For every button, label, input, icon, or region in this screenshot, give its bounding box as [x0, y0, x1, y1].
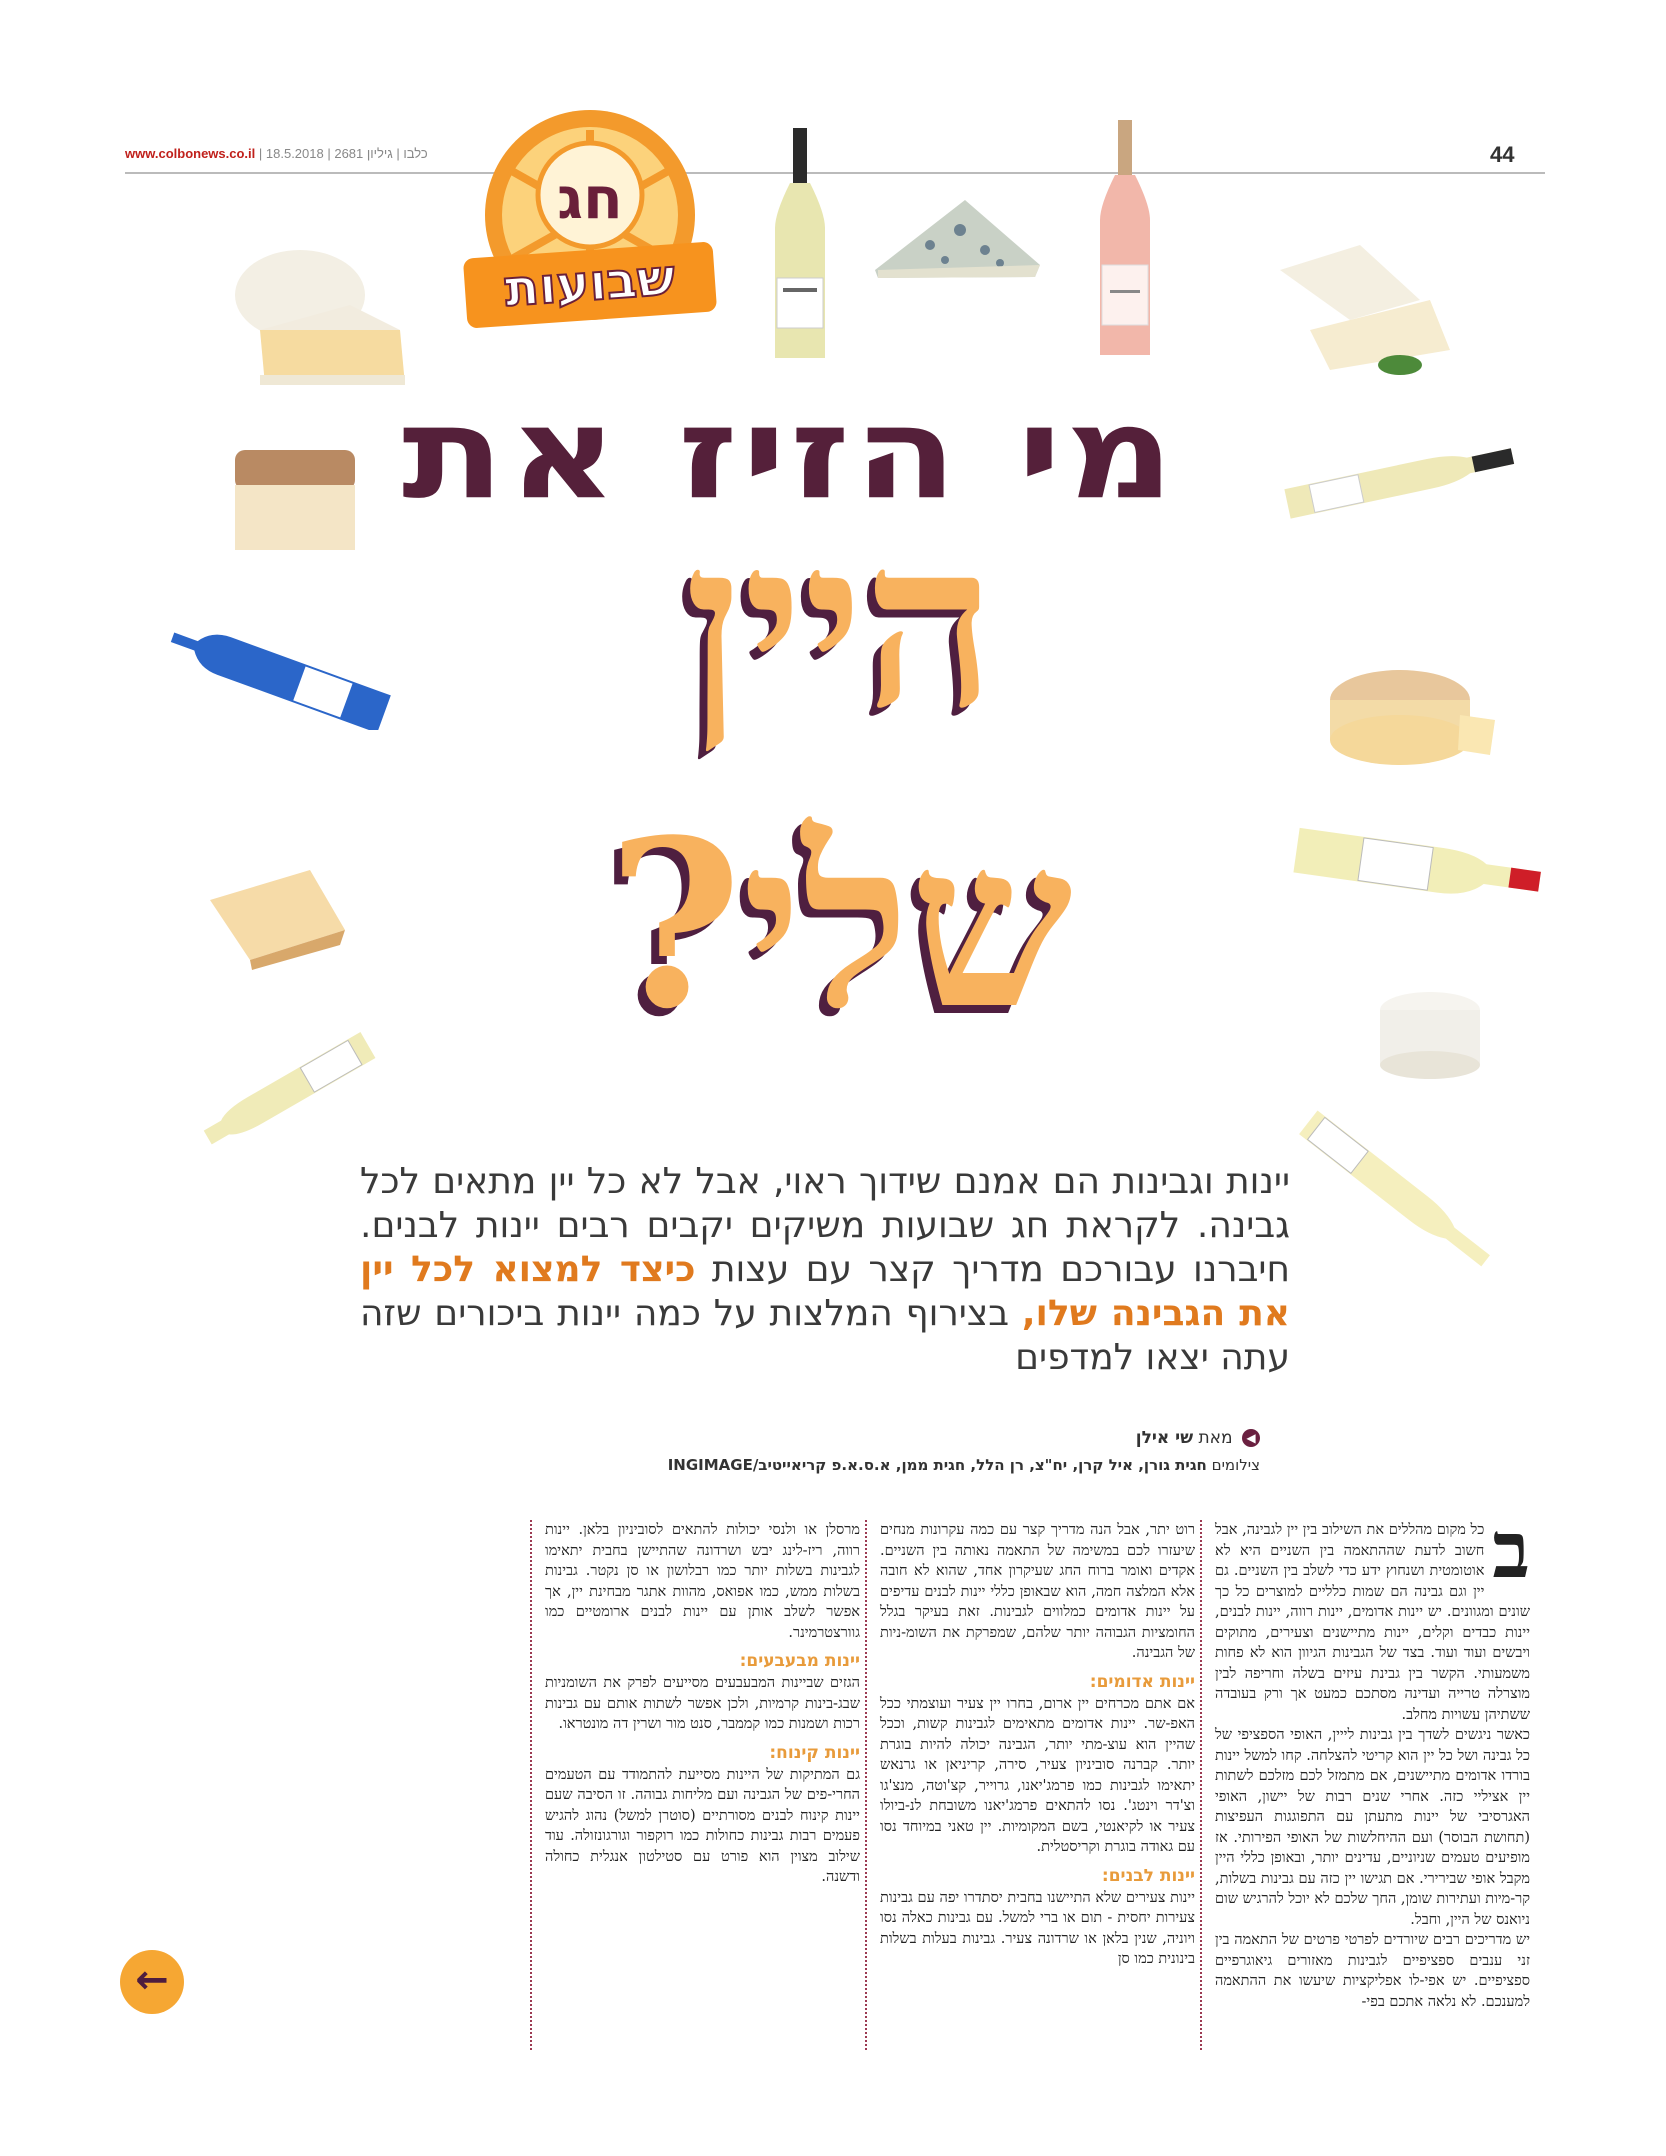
photographers: חגית גורן, איל קרן, יח"צ, רן הלל, חגית ממן, א.ס.א.פ קריאייטיב/INGIMAGE	[667, 1456, 1207, 1474]
deck-text-1: יינות וגבינות הם אמנם שידוך ראוי, אבל לא כל יין מתאים לכל גבינה. לקראת חג שבועות משיקים יקבים רבים יינות לבנים. חיברנו עבורכם מדריך קצר עם עצות	[360, 1161, 1290, 1290]
photo-label: צילומים	[1211, 1456, 1260, 1474]
badge-line1: חג	[557, 164, 623, 232]
paragraph: גם המתיקות של היינות מסייעת להתמודד עם הטעמים החרי-פים של הגבינה ועם מליחות גבוהה. זו הסיבה שעם יינות קינוח לבנים מסורתיים (סוטרן למשל) נהוג להגיש פעמים רבות גבינות כחולות כמו רוקפור וגורגונזולה. עוד שילוב מצוין הוא פורט עם סטילטון אנגלית כחולה ודשנה.	[545, 1766, 860, 1885]
body-column-1	[1215, 1505, 1530, 2012]
camembert-cheese-image	[1320, 660, 1500, 770]
parmesan-cheese-image	[200, 860, 350, 970]
header-rule	[125, 172, 1545, 174]
body-column-3	[545, 1520, 860, 1888]
photo-credits	[480, 1456, 1260, 1474]
white-wine-bottle-image	[765, 128, 835, 363]
white-wine-bottle-lying-image	[1280, 440, 1520, 520]
tulip-white-wine-bottle-image	[1290, 820, 1550, 920]
section-heading-dessert: יינות קינוח:	[769, 1742, 860, 1763]
paragraph: מרסלן או ולנסי יכולות להתאים לסוביניון בלאן. יינות רווה, ריז-לינג יבש ושרדונה שהתיישן בחבית יתאימו לגבינות בשלות יותר כמו רבלושון או סן נקטר. גבינות בשלות ממש, כמו אפואס, מהוות אתגר מבחינת יין, אך אפשר לשלב אותן עם יינות לבנים ארומטיים כמו גוורצטרמינר.	[545, 1522, 860, 1641]
headline-line1: מי הזיז את	[401, 380, 1179, 528]
white-wine-bottle-left-image	[190, 1020, 390, 1160]
body-column-2	[880, 1520, 1195, 1970]
blue-riesling-bottle-image	[160, 630, 420, 730]
column-divider	[1200, 1520, 1202, 2050]
deck-text-2: בצירוף המלצות על כמה יינות ביכורים שזה עתה יצאו למדפים	[360, 1293, 1290, 1378]
column-divider	[865, 1520, 867, 2050]
drop-cap: ב	[1492, 1505, 1530, 1596]
holiday-badge	[440, 100, 740, 360]
section-heading-sparkling: יינות מבעבעים:	[739, 1651, 860, 1671]
section-heading-white-wines: יינות לבנים:	[1101, 1865, 1195, 1886]
byline-label: מאת	[1198, 1428, 1233, 1448]
section-heading-red-wines: יינות אדומים:	[1089, 1671, 1195, 1692]
byline	[760, 1428, 1260, 1448]
paragraph: יינות צעירים שלא התיישנו בחבית יסתדרו יפה עם גבינות צעירות יחסית - תום או ברי למשל. עם גבינות כאלה נסו ויוניה, שנין בלאן או שרדונה צעיר. גבינות בעלות בשלות בינונית כמו סן	[880, 1889, 1195, 1967]
issue-info: | כלבו | גיליון 2681 | 18.5.2018	[258, 146, 428, 161]
paragraph: יש מדריכים רבים שיורדים לפרטי פרטים של התאמה בין זני ענבים ספציפיים לגבינות מאזורים גיאוגרפיים ספציפיים. יש אפי-לו אפליקציות שיעשו את ההתאמה למענכם. לא נלאה אתכם בפי-	[1215, 1932, 1530, 2010]
paragraph: כאשר ניגשים לשדך בין גבינות לייין, האופי הספציפי של כל גבינה ושל כל יין הוא קריטי להצלחה. קחו למשל יינות בורדו אדומים מתיישנים, אם מתמזל לכם מזלכם לשתות יין אציליי כזה. אחרי שנים רבות של יישון, האופי האגרסיבי של יינות מתעתן עם התפוגגות העפיצות (תחושת הבוסר) ועם ההיחלשות של האופי הפירותי. אז מופיעים טעמים שניוניים, עדינים יותר, ובאופן כללי היין מקבל אופי שבירירי. אם תגישו יין כזה עם גבינות בשלות, קר-מיות ועתירות שומן, החך שלכם לא יוכל להרגיש שום ניואנס של היין, וחבל.	[1215, 1727, 1530, 1928]
paragraph: רוט יתר, אבל הנה מדריך קצר עם כמה עקרונות מנחים שיעזרו לכם במשימה של התאמה נאותה בין השניים. אקדים ואומר ברוח החג שעיקרון אחד, שהוא לא חובה אלא המלצה חמה, הוא שבאופן כללי יינות לבנים עדיפים על יינות אדומים כמלווים לגבינות. זאת בעיקר בגלל החומציות הגבוהה יותר שלהם, שמפרקת את השומ-ניות של הגבינה.	[880, 1522, 1195, 1661]
badge-line2: שבועות	[502, 248, 677, 318]
author-name: שי אילן	[1135, 1428, 1194, 1448]
column-divider	[530, 1520, 532, 2050]
goat-cheese-image	[1370, 985, 1490, 1085]
headline-line3: שלי?	[607, 790, 1073, 1060]
rose-wine-bottle-image	[1090, 120, 1160, 360]
paragraph: כל מקום מהללים את השילוב בין יין לגבינה, אבל חשוב לדעת שההתאמה בין השניים היא לא אוטומטית ושנחוץ ידע כדי לשלב בין השניים. גם יין וגם גבינה הם שמות כלליים למוצרים כל כך שונים ומגוונים. יש יינות אדומים, יינות רווה, יינות לבנים, יינות כבדים וקלים, יינות מתיישנים וצעירים, מתוקים ויבשים ועוד ועוד. בצד של הגבינות הגיוון הוא לא פחות משמעותי. הקשר בין גבינת עיזים בשלה וחריפה לבין מוצרלה טרייה ועדינה מסתכם כמעט אך ורק בעובדה ששתיהן עשויות מחלב.	[1215, 1522, 1530, 1723]
article-deck	[360, 1160, 1290, 1380]
blue-cheese-image	[870, 195, 1045, 280]
byline-arrow-icon: ◀	[1242, 1429, 1260, 1447]
page-number: 44	[1490, 142, 1515, 167]
back-arrow-icon[interactable]: ←	[120, 1950, 184, 2014]
headline-line2: היין	[684, 490, 996, 760]
paragraph: אם אתם מכרחים יין ארום, בחרו יין צעיר ועוצמתי ככל האפ-שר. יינות אדומים מתאימים לגבינות קשות, וככל שהיין הוא עוצ-מתי יותר, הגבינה יכולה להיות בוגרת יותר. קברנה סוביניון צעיר, סירה, קריניאן או גרנאש יתאימו לגבינות כמו פרמג'יאנו, גרוייר, קצ'וטה, מנצ'גו וצ'דר וינטג'. נסו להתאים פרמג'יאנו משובחת לנ-ביולו צעיר או לקיאנטי, בשם המקומיות. יין טאני במיוחד נסו עם גאודה בוגרת וקריסטלית.	[880, 1695, 1195, 1855]
deck-highlight: כיצד למצוא לכל יין את הגבינה שלו,	[360, 1249, 1290, 1334]
yarden-white-wine-bottle-image	[1275, 1095, 1515, 1285]
hard-cheese-wedges-image	[1270, 240, 1460, 380]
paragraph: הגזים שביינות המבעבעים מסייעים לפרק את השומניות שבג-בינות קרמיות, ולכן אפשר לשתות אותם עם גבינות רכות ושמנות כמו קממבר, סנט מור ושרין דה מונטראו.	[545, 1675, 860, 1732]
site-url[interactable]: www.colbonews.co.il	[125, 146, 256, 161]
